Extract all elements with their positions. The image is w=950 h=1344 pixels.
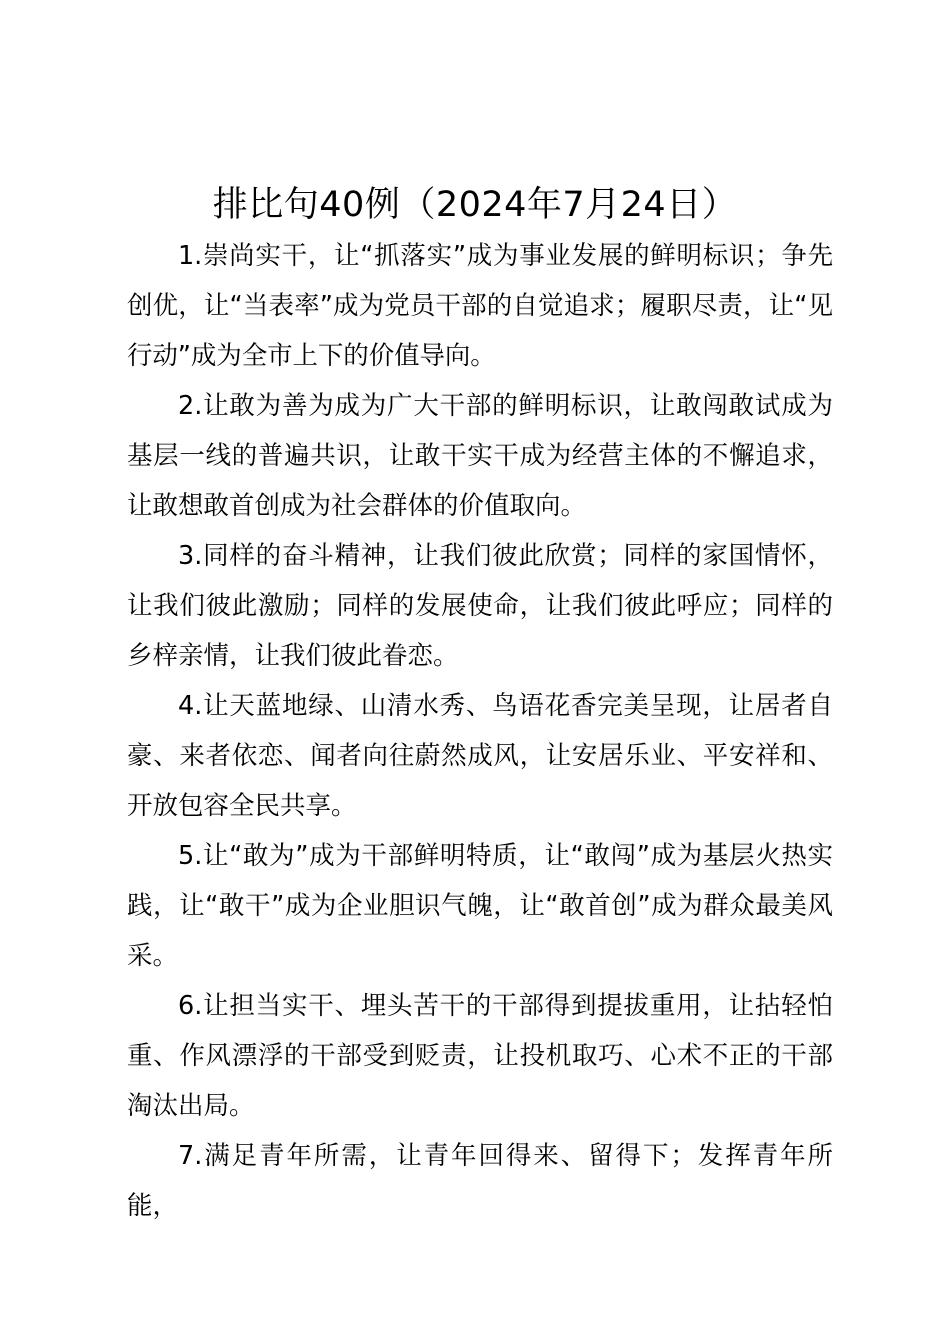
paragraph-1: 1.崇尚实干，让“抓落实”成为事业发展的鲜明标识；争先创优，让“当表率”成为党员干部的自觉追求；履职尽责，让“见行动”成为全市上下的价值导向。 <box>127 241 833 371</box>
document-body <box>127 231 833 1231</box>
paragraph-7: 7.满足青年所需，让青年回得来、留得下；发挥青年所能， <box>127 1141 833 1221</box>
paragraph-5: 5.让“敢为”成为干部鲜明特质，让“敢闯”成为基层火热实践，让“敢干”成为企业胆识气魄，让“敢首创”成为群众最美风采。 <box>127 841 833 971</box>
document-title: 排比句40例（2024年7月24日） <box>212 185 738 225</box>
paragraph-6: 6.让担当实干、埋头苦干的干部得到提拔重用，让拈轻怕重、作风漂浮的干部受到贬责，让投机取巧、心术不正的干部淘汰出局。 <box>127 991 833 1121</box>
paragraph-2: 2.让敢为善为成为广大干部的鲜明标识，让敢闯敢试成为基层一线的普遍共识，让敢干实干成为经营主体的不懈追求，让敢想敢首创成为社会群体的价值取向。 <box>127 391 833 521</box>
paragraph-4: 4.让天蓝地绿、山清水秀、鸟语花香完美呈现，让居者自豪、来者依恋、闻者向往蔚然成风，让安居乐业、平安祥和、开放包容全民共享。 <box>127 691 833 821</box>
paragraph-3: 3.同样的奋斗精神，让我们彼此欣赏；同样的家国情怀，让我们彼此激励；同样的发展使命，让我们彼此呼应；同样的乡梓亲情，让我们彼此眷恋。 <box>127 541 833 671</box>
